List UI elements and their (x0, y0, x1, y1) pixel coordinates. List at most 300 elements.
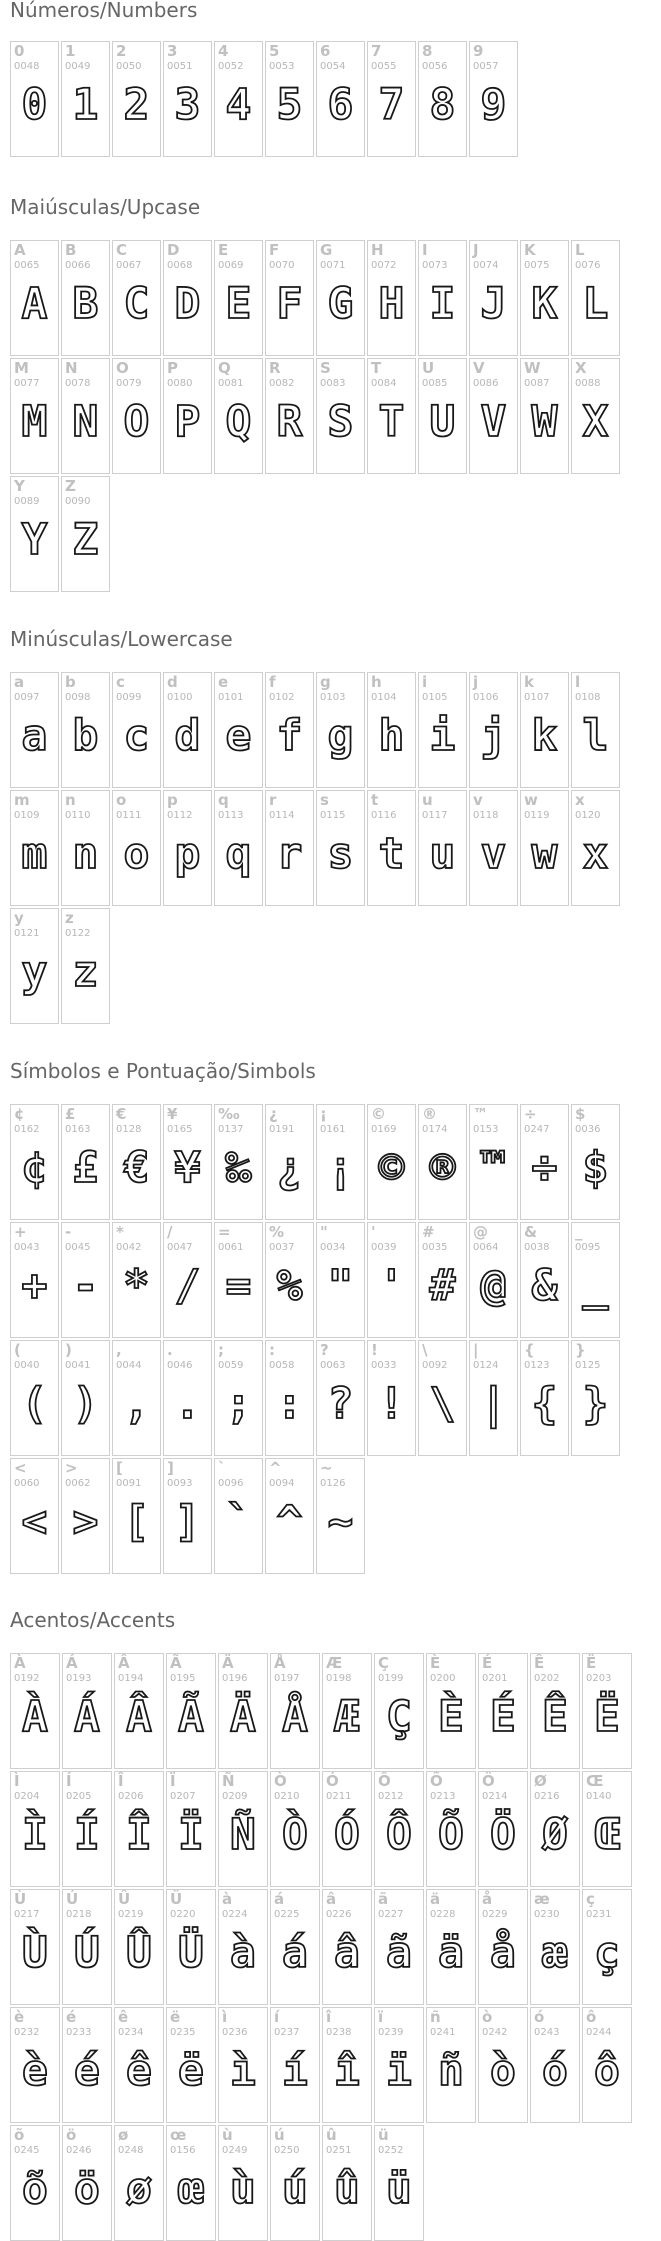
glyph-preview: ^ (276, 1497, 303, 1547)
glyph-character-label: Ü (170, 1890, 183, 1908)
glyph-preview: ) (72, 1379, 99, 1429)
glyph-preview: 5 (276, 80, 303, 130)
glyph-character-label: 8 (422, 42, 433, 60)
glyph-card (418, 358, 467, 474)
glyph-character-label: % (269, 1223, 285, 1241)
glyph-preview: ã (386, 1928, 412, 1978)
glyph-card (61, 1222, 110, 1338)
glyph-code-label: 0210 (274, 1791, 300, 1802)
glyph-character-label: N (65, 359, 78, 377)
glyph-character-label: + (14, 1223, 27, 1241)
glyph-card (112, 672, 161, 788)
glyph-code-label: 0052 (218, 61, 244, 72)
glyph-preview: ä (438, 1928, 464, 1978)
glyph-preview: N (72, 397, 99, 447)
glyph-character-label: e (218, 673, 229, 691)
glyph-card (10, 1222, 59, 1338)
glyph-preview: Ô (386, 1810, 412, 1860)
glyph-card (367, 1222, 416, 1338)
glyph-card (62, 1653, 112, 1769)
glyph-code-label: 0125 (575, 1360, 601, 1371)
glyph-card (367, 672, 416, 788)
glyph-code-label: 0069 (218, 260, 244, 271)
glyph-character-label: ‰ (218, 1105, 240, 1123)
glyph-character-label: v (473, 791, 483, 809)
glyph-character-label: \ (422, 1341, 428, 1359)
glyph-code-label: 0063 (320, 1360, 346, 1371)
glyph-preview: " (327, 1261, 354, 1311)
glyph-code-label: 0038 (524, 1242, 550, 1253)
glyph-code-label: 0053 (269, 61, 295, 72)
glyph-preview: H (378, 279, 405, 329)
glyph-card (61, 1340, 110, 1456)
glyph-card (163, 358, 212, 474)
glyph-code-label: 0054 (320, 61, 346, 72)
glyph-card (582, 2007, 632, 2123)
glyph-code-label: 0195 (170, 1673, 196, 1684)
section-title: Minúsculas/Lowercase (10, 627, 233, 651)
glyph-code-label: 0103 (320, 692, 346, 703)
glyph-character-label: Ç (378, 1654, 390, 1672)
glyph-character-label: ) (65, 1341, 72, 1359)
glyph-character-label: û (326, 2126, 337, 2144)
glyph-preview: ( (21, 1379, 48, 1429)
glyph-character-label: b (65, 673, 76, 691)
glyph-code-label: 0121 (14, 928, 40, 939)
glyph-preview: À (22, 1692, 48, 1742)
glyph-code-label: 0205 (66, 1791, 92, 1802)
glyph-code-label: 0091 (116, 1478, 142, 1489)
glyph-code-label: 0232 (14, 2027, 40, 2038)
glyph-code-label: 0197 (274, 1673, 300, 1684)
glyph-card (418, 1104, 467, 1220)
glyph-preview: > (72, 1497, 99, 1547)
glyph-character-label: 6 (320, 42, 331, 60)
glyph-card (367, 358, 416, 474)
glyph-card (571, 240, 620, 356)
glyph-character-label: Œ (586, 1772, 604, 1790)
glyph-card (163, 1340, 212, 1456)
glyph-code-label: 0089 (14, 496, 40, 507)
glyph-code-label: 0244 (586, 2027, 612, 2038)
glyph-preview: S (327, 397, 354, 447)
glyph-card (520, 790, 569, 906)
glyph-preview: Î (126, 1810, 152, 1860)
glyph-character-label: € (116, 1105, 127, 1123)
glyph-preview: l (582, 711, 609, 761)
glyph-code-label: 0212 (378, 1791, 404, 1802)
glyph-character-label: ú (274, 2126, 285, 2144)
glyph-code-label: 0117 (422, 810, 448, 821)
glyph-code-label: 0236 (222, 2027, 248, 2038)
glyph-card (530, 1889, 580, 2005)
glyph-character-label: 3 (167, 42, 178, 60)
glyph-card (10, 672, 59, 788)
glyph-preview: Ú (74, 1928, 100, 1978)
glyph-preview: ¥ (174, 1143, 201, 1193)
glyph-character-label: = (218, 1223, 231, 1241)
glyph-card (166, 2007, 216, 2123)
glyph-preview: ~ (327, 1497, 354, 1547)
glyph-character-label: g (320, 673, 331, 691)
glyph-preview: F (276, 279, 303, 329)
glyph-code-label: 0039 (371, 1242, 397, 1253)
glyph-character-label: ] (167, 1459, 174, 1477)
glyph-code-label: 0234 (118, 2027, 144, 2038)
glyph-character-label: A (14, 241, 26, 259)
glyph-character-label: ô (586, 2008, 597, 2026)
glyph-card (265, 240, 314, 356)
glyph-card (426, 2007, 476, 2123)
glyph-preview: K (531, 279, 558, 329)
glyph-code-label: 0062 (65, 1478, 91, 1489)
glyph-card (61, 476, 110, 592)
glyph-character-label: S (320, 359, 331, 377)
glyph-preview: 9 (480, 80, 507, 130)
glyph-character-label: U (422, 359, 435, 377)
glyph-preview: I (429, 279, 456, 329)
glyph-code-label: 0044 (116, 1360, 142, 1371)
glyph-code-label: 0035 (422, 1242, 448, 1253)
glyph-preview: $ (582, 1143, 609, 1193)
glyph-code-label: 0122 (65, 928, 91, 939)
glyph-grid (10, 672, 661, 1024)
glyph-code-label: 0219 (118, 1909, 144, 1920)
glyph-character-label: ¡ (320, 1105, 327, 1123)
glyph-character-label: / (167, 1223, 173, 1241)
glyph-preview: V (480, 397, 507, 447)
glyph-code-label: 0067 (116, 260, 142, 271)
glyph-card (316, 1340, 365, 1456)
glyph-card (571, 790, 620, 906)
glyph-code-label: 0191 (269, 1124, 295, 1135)
glyph-character-label: 5 (269, 42, 280, 60)
glyph-code-label: 0126 (320, 1478, 346, 1489)
glyph-card (322, 1889, 372, 2005)
glyph-code-label: 0085 (422, 378, 448, 389)
glyph-card (112, 790, 161, 906)
glyph-card (214, 41, 263, 157)
glyph-character-label: ; (218, 1341, 224, 1359)
glyph-card (218, 1771, 268, 1887)
glyph-code-label: 0217 (14, 1909, 40, 1920)
glyph-preview: 4 (225, 80, 252, 130)
glyph-preview: : (276, 1379, 303, 1429)
glyph-preview: œ (178, 2164, 204, 2214)
glyph-card (61, 1104, 110, 1220)
glyph-character-label: K (524, 241, 536, 259)
glyph-character-label: P (167, 359, 178, 377)
glyph-card (61, 672, 110, 788)
glyph-card (61, 358, 110, 474)
glyph-code-label: 0048 (14, 61, 40, 72)
glyph-code-label: 0061 (218, 1242, 244, 1253)
glyph-character-label: 1 (65, 42, 76, 60)
glyph-card (214, 1104, 263, 1220)
glyph-preview: & (531, 1261, 558, 1311)
glyph-preview: c (123, 711, 150, 761)
glyph-code-label: 0239 (378, 2027, 404, 2038)
glyph-code-label: 0084 (371, 378, 397, 389)
glyph-preview: ! (378, 1379, 405, 1429)
glyph-code-label: 0094 (269, 1478, 295, 1489)
glyph-character-label: î (326, 2008, 332, 2026)
glyph-code-label: 0068 (167, 260, 193, 271)
glyph-character-label: @ (473, 1223, 488, 1241)
glyph-code-label: 0105 (422, 692, 448, 703)
glyph-preview: î (334, 2046, 360, 2096)
glyph-code-label: 0042 (116, 1242, 142, 1253)
glyph-code-label: 0101 (218, 692, 244, 703)
glyph-character-label: , (116, 1341, 122, 1359)
glyph-code-label: 0056 (422, 61, 448, 72)
glyph-preview: Z (72, 515, 99, 565)
glyph-code-label: 0076 (575, 260, 601, 271)
glyph-code-label: 0250 (274, 2145, 300, 2156)
glyph-code-label: 0087 (524, 378, 550, 389)
glyph-code-label: 0231 (586, 1909, 612, 1920)
glyph-character-label: æ (534, 1890, 550, 1908)
glyph-card (520, 358, 569, 474)
glyph-preview: é (74, 2046, 100, 2096)
glyph-code-label: 0245 (14, 2145, 40, 2156)
glyph-preview: j (480, 711, 507, 761)
glyph-character-label: Ô (378, 1772, 391, 1790)
glyph-character-label: Ã (170, 1654, 182, 1672)
glyph-preview: + (21, 1261, 48, 1311)
glyph-character-label: $ (575, 1105, 586, 1123)
glyph-code-label: 0248 (118, 2145, 144, 2156)
glyph-character-label: t (371, 791, 379, 809)
glyph-preview: ú (282, 2164, 308, 2214)
glyph-card (316, 358, 365, 474)
glyph-character-label: | (473, 1341, 479, 1359)
glyph-preview: e (225, 711, 252, 761)
glyph-character-label: Û (118, 1890, 131, 1908)
glyph-card (478, 1771, 528, 1887)
glyph-character-label: " (320, 1223, 328, 1241)
glyph-card (114, 1653, 164, 1769)
glyph-code-label: 0070 (269, 260, 295, 271)
glyph-code-label: 0083 (320, 378, 346, 389)
glyph-preview: ò (490, 2046, 516, 2096)
glyph-card (571, 1340, 620, 1456)
glyph-code-label: 0111 (116, 810, 142, 821)
glyph-card (469, 41, 518, 157)
glyph-character-label: à (222, 1890, 233, 1908)
glyph-code-label: 0204 (14, 1791, 40, 1802)
glyph-preview: ™ (480, 1143, 507, 1193)
glyph-preview: X (582, 397, 609, 447)
glyph-card (418, 1222, 467, 1338)
glyph-code-label: 0113 (218, 810, 244, 821)
glyph-character-label: E (218, 241, 229, 259)
glyph-card (270, 1653, 320, 1769)
glyph-character-label: F (269, 241, 280, 259)
glyph-preview: Ã (178, 1692, 204, 1742)
glyph-card (367, 1340, 416, 1456)
glyph-preview: ì (230, 2046, 256, 2096)
glyph-character-label: m (14, 791, 30, 809)
glyph-preview: f (276, 711, 303, 761)
glyph-code-label: 0106 (473, 692, 499, 703)
glyph-code-label: 0153 (473, 1124, 499, 1135)
glyph-character-label: - (65, 1223, 72, 1241)
glyph-character-label: Î (118, 1772, 124, 1790)
glyph-character-label: Ö (482, 1772, 495, 1790)
glyph-character-label: ~ (320, 1459, 333, 1477)
glyph-preview: Û (126, 1928, 152, 1978)
glyph-preview: C (123, 279, 150, 329)
glyph-code-label: 0115 (320, 810, 346, 821)
glyph-code-label: 0064 (473, 1242, 499, 1253)
glyph-preview: ñ (438, 2046, 464, 2096)
glyph-card (10, 1889, 60, 2005)
glyph-preview: m (21, 829, 48, 879)
glyph-character-label: s (320, 791, 329, 809)
glyph-card (10, 2007, 60, 2123)
glyph-preview: ø (126, 2164, 152, 2214)
glyph-preview: Ó (334, 1810, 360, 1860)
glyph-character-label: . (167, 1341, 173, 1359)
glyph-code-label: 0034 (320, 1242, 346, 1253)
glyph-code-label: 0086 (473, 378, 499, 389)
glyph-preview: Q (225, 397, 252, 447)
glyph-preview: Å (282, 1692, 308, 1742)
glyph-code-label: 0093 (167, 1478, 193, 1489)
glyph-character-label: 7 (371, 42, 382, 60)
glyph-code-label: 0072 (371, 260, 397, 271)
glyph-character-label: Y (14, 477, 25, 495)
glyph-preview: * (123, 1261, 150, 1311)
glyph-preview: [ (123, 1497, 150, 1547)
glyph-code-label: 0165 (167, 1124, 193, 1135)
glyph-card (166, 1771, 216, 1887)
glyph-preview: ¡ (327, 1143, 354, 1193)
glyph-character-label: ù (222, 2126, 233, 2144)
glyph-preview: ü (386, 2164, 412, 2214)
glyph-card (112, 41, 161, 157)
glyph-card (469, 1340, 518, 1456)
glyph-character-label: Z (65, 477, 76, 495)
glyph-card (214, 240, 263, 356)
glyph-code-label: 0037 (269, 1242, 295, 1253)
glyph-preview: Ü (178, 1928, 204, 1978)
glyph-preview: Í (74, 1810, 100, 1860)
glyph-character-label: ó (534, 2008, 545, 2026)
glyph-card (61, 240, 110, 356)
glyph-code-label: 0119 (524, 810, 550, 821)
glyph-preview: ; (225, 1379, 252, 1429)
glyph-card (218, 2125, 268, 2241)
glyph-preview: n (72, 829, 99, 879)
glyph-code-label: 0226 (326, 1909, 352, 1920)
glyph-preview: P (174, 397, 201, 447)
glyph-card (530, 2007, 580, 2123)
glyph-character-label: È (430, 1654, 441, 1672)
glyph-card (163, 240, 212, 356)
glyph-character-label: ò (482, 2008, 493, 2026)
glyph-code-label: 0224 (222, 1909, 248, 1920)
glyph-preview: ÷ (531, 1143, 558, 1193)
glyph-character-label: T (371, 359, 382, 377)
glyph-card (582, 1771, 632, 1887)
glyph-code-label: 0047 (167, 1242, 193, 1253)
glyph-character-label: _ (575, 1223, 583, 1241)
glyph-preview: © (378, 1143, 405, 1193)
glyph-code-label: 0116 (371, 810, 397, 821)
glyph-character-label: x (575, 791, 585, 809)
glyph-character-label: ' (371, 1223, 376, 1241)
glyph-character-label: < (14, 1459, 27, 1477)
glyph-card (166, 1889, 216, 2005)
glyph-preview: Ù (22, 1928, 48, 1978)
glyph-preview: x (582, 829, 609, 879)
glyph-preview: è (22, 2046, 48, 2096)
glyph-card (469, 790, 518, 906)
glyph-character-label: > (65, 1459, 78, 1477)
glyph-card (316, 240, 365, 356)
glyph-preview: w (531, 829, 558, 879)
glyph-card (469, 1104, 518, 1220)
glyph-character-label: Ê (534, 1654, 545, 1672)
glyph-card (270, 2007, 320, 2123)
glyph-code-label: 0112 (167, 810, 193, 821)
glyph-code-label: 0251 (326, 2145, 352, 2156)
glyph-card (322, 1771, 372, 1887)
glyph-preview: s (327, 829, 354, 879)
glyph-code-label: 0192 (14, 1673, 40, 1684)
glyph-card (582, 1653, 632, 1769)
glyph-preview: å (490, 1928, 516, 1978)
glyph-card (571, 358, 620, 474)
glyph-character-label: Ë (586, 1654, 597, 1672)
glyph-character-label: r (269, 791, 277, 809)
glyph-preview: € (123, 1143, 150, 1193)
glyph-card (469, 358, 518, 474)
glyph-card (478, 2007, 528, 2123)
glyph-code-label: 0209 (222, 1791, 248, 1802)
glyph-card (10, 240, 59, 356)
glyph-card (10, 1458, 59, 1574)
glyph-card (62, 1771, 112, 1887)
glyph-character-label: Ú (66, 1890, 79, 1908)
glyph-code-label: 0040 (14, 1360, 40, 1371)
glyph-character-label: [ (116, 1459, 123, 1477)
glyph-preview: G (327, 279, 354, 329)
glyph-character-label: M (14, 359, 29, 377)
glyph-code-label: 0202 (534, 1673, 560, 1684)
glyph-card (270, 2125, 320, 2241)
glyph-preview: Ç (386, 1692, 412, 1742)
glyph-card (61, 1458, 110, 1574)
glyph-character-label: f (269, 673, 276, 691)
glyph-card (469, 672, 518, 788)
glyph-card (571, 1222, 620, 1338)
glyph-preview: ' (378, 1261, 405, 1311)
glyph-code-label: 0203 (586, 1673, 612, 1684)
glyph-card (418, 240, 467, 356)
glyph-card (112, 1104, 161, 1220)
glyph-card (163, 790, 212, 906)
glyph-code-label: 0229 (482, 1909, 508, 1920)
glyph-character-label: ¢ (14, 1105, 25, 1123)
glyph-card (114, 1889, 164, 2005)
glyph-code-label: 0243 (534, 2027, 560, 2038)
glyph-code-label: 0058 (269, 1360, 295, 1371)
glyph-card (163, 1104, 212, 1220)
glyph-character-label: Ù (14, 1890, 27, 1908)
